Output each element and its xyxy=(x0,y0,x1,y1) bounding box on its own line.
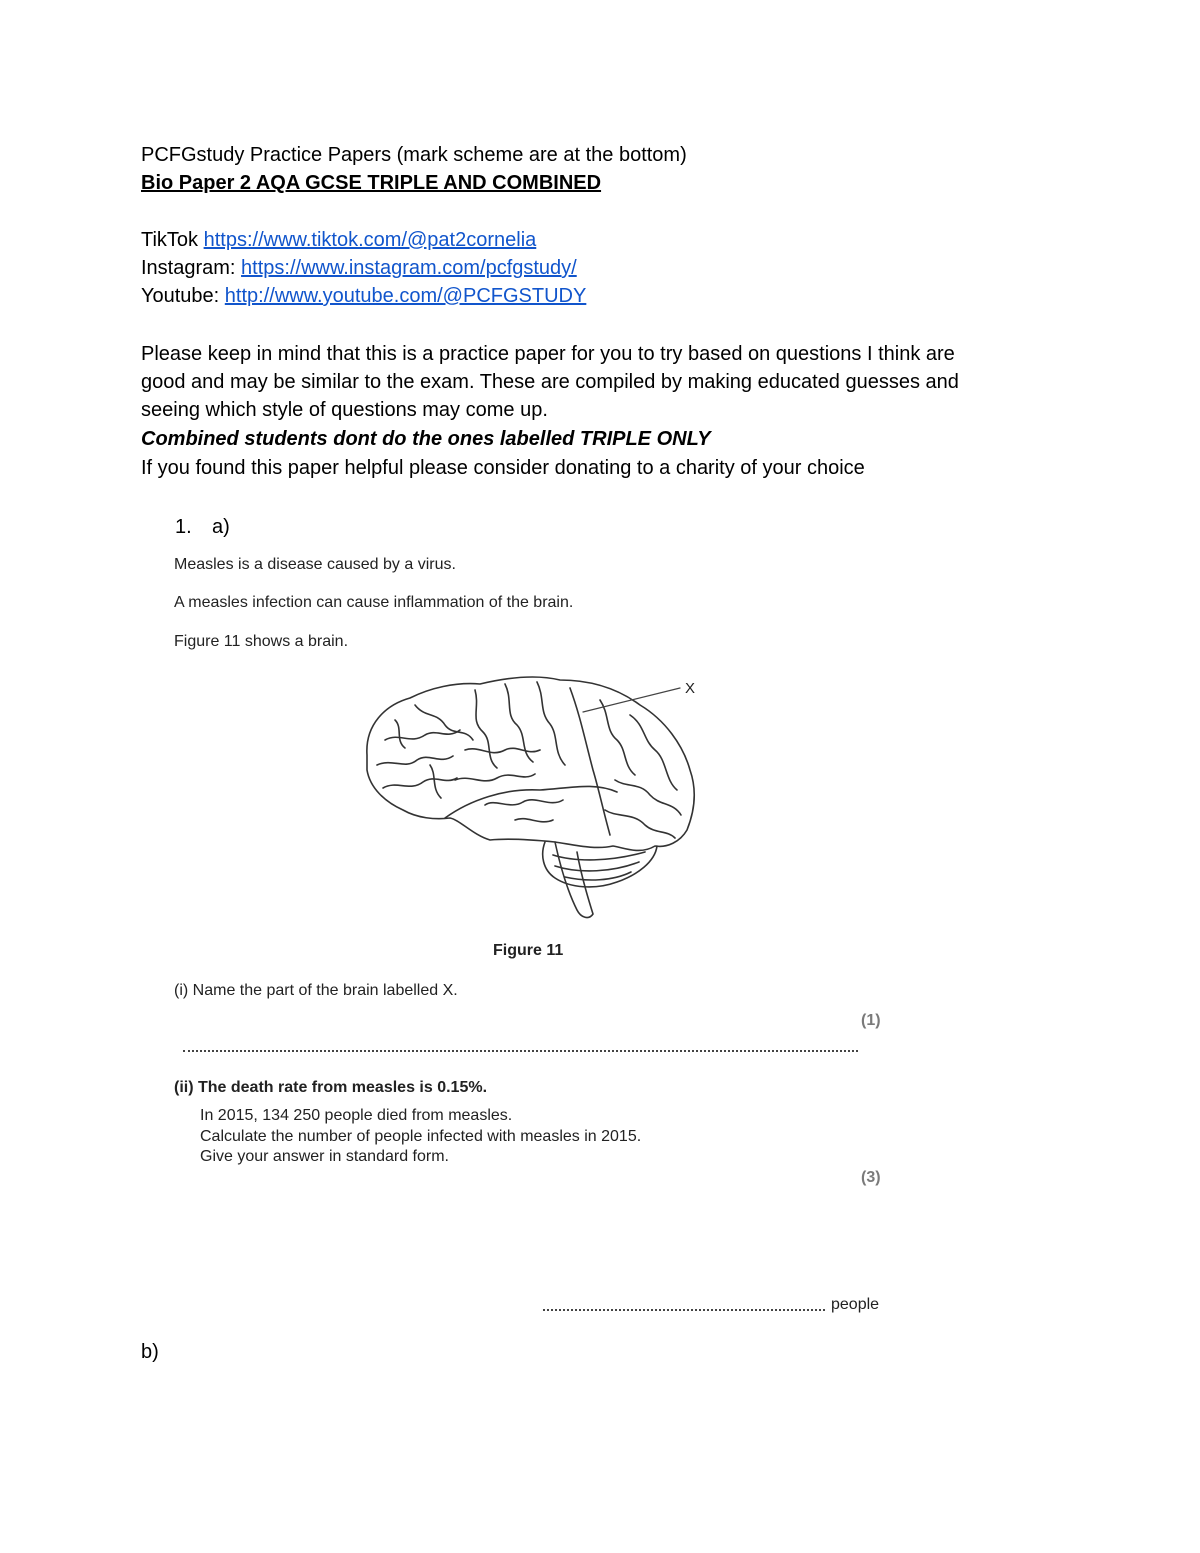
sub-question-ii-line-3: Give your answer in standard form. xyxy=(200,1148,449,1165)
intro-line-1: Please keep in mind that this is a practice paper for you to try based on questions I think are xyxy=(141,343,955,365)
question-part-b: b) xyxy=(141,1341,159,1363)
combined-note: Combined students dont do the ones labelled TRIPLE ONLY xyxy=(141,428,711,450)
figure-caption: Figure 11 xyxy=(493,942,564,959)
answer-unit: people xyxy=(831,1296,880,1313)
marks-i: (1) xyxy=(861,1012,881,1029)
answer-line-i[interactable] xyxy=(183,1050,858,1052)
donation-note: If you found this paper helpful please consider donating to a charity of your choice xyxy=(141,457,865,479)
sub-question-ii-line-2: Calculate the number of people infected with measles in 2015. xyxy=(200,1128,642,1145)
marks-ii: (3) xyxy=(861,1169,881,1186)
answer-line-ii[interactable] xyxy=(543,1309,825,1311)
stem-line-1: Measles is a disease caused by a virus. xyxy=(174,556,456,573)
tiktok-line xyxy=(141,226,536,254)
label-x-pointer xyxy=(583,688,680,712)
sub-question-ii-line-1: In 2015, 134 250 people died from measles. xyxy=(200,1107,513,1124)
document-subtitle: Bio Paper 2 AQA GCSE TRIPLE AND COMBINED xyxy=(141,172,602,194)
question-number: 1. xyxy=(175,516,192,538)
document-title: PCFGstudy Practice Papers (mark scheme are at the bottom) xyxy=(141,144,687,166)
question-part-a: a) xyxy=(212,516,230,538)
tiktok-label: TikTok xyxy=(141,229,204,251)
youtube-link[interactable]: http://www.youtube.com/@PCFGSTUDY xyxy=(224,285,587,307)
intro-line-3: seeing which style of questions may come up. xyxy=(141,399,548,421)
tiktok-link[interactable]: https://www.tiktok.com/@pat2cornelia xyxy=(203,229,537,251)
sub-question-ii: (ii) The death rate from measles is 0.15%. xyxy=(174,1079,488,1096)
brain-figure xyxy=(355,670,715,925)
youtube-line xyxy=(141,282,586,310)
youtube-label: Youtube: xyxy=(141,285,225,307)
label-x: X xyxy=(685,680,696,697)
stem-line-3: Figure 11 shows a brain. xyxy=(174,633,349,650)
intro-line-2: good and may be similar to the exam. These are compiled by making educated guesses and xyxy=(141,371,959,393)
instagram-line xyxy=(141,254,577,282)
stem-line-2: A measles infection can cause inflammation of the brain. xyxy=(174,594,574,611)
instagram-label: Instagram: xyxy=(141,257,242,279)
sub-question-i: (i) Name the part of the brain labelled X. xyxy=(174,982,458,999)
instagram-link[interactable]: https://www.instagram.com/pcfgstudy/ xyxy=(241,257,577,279)
